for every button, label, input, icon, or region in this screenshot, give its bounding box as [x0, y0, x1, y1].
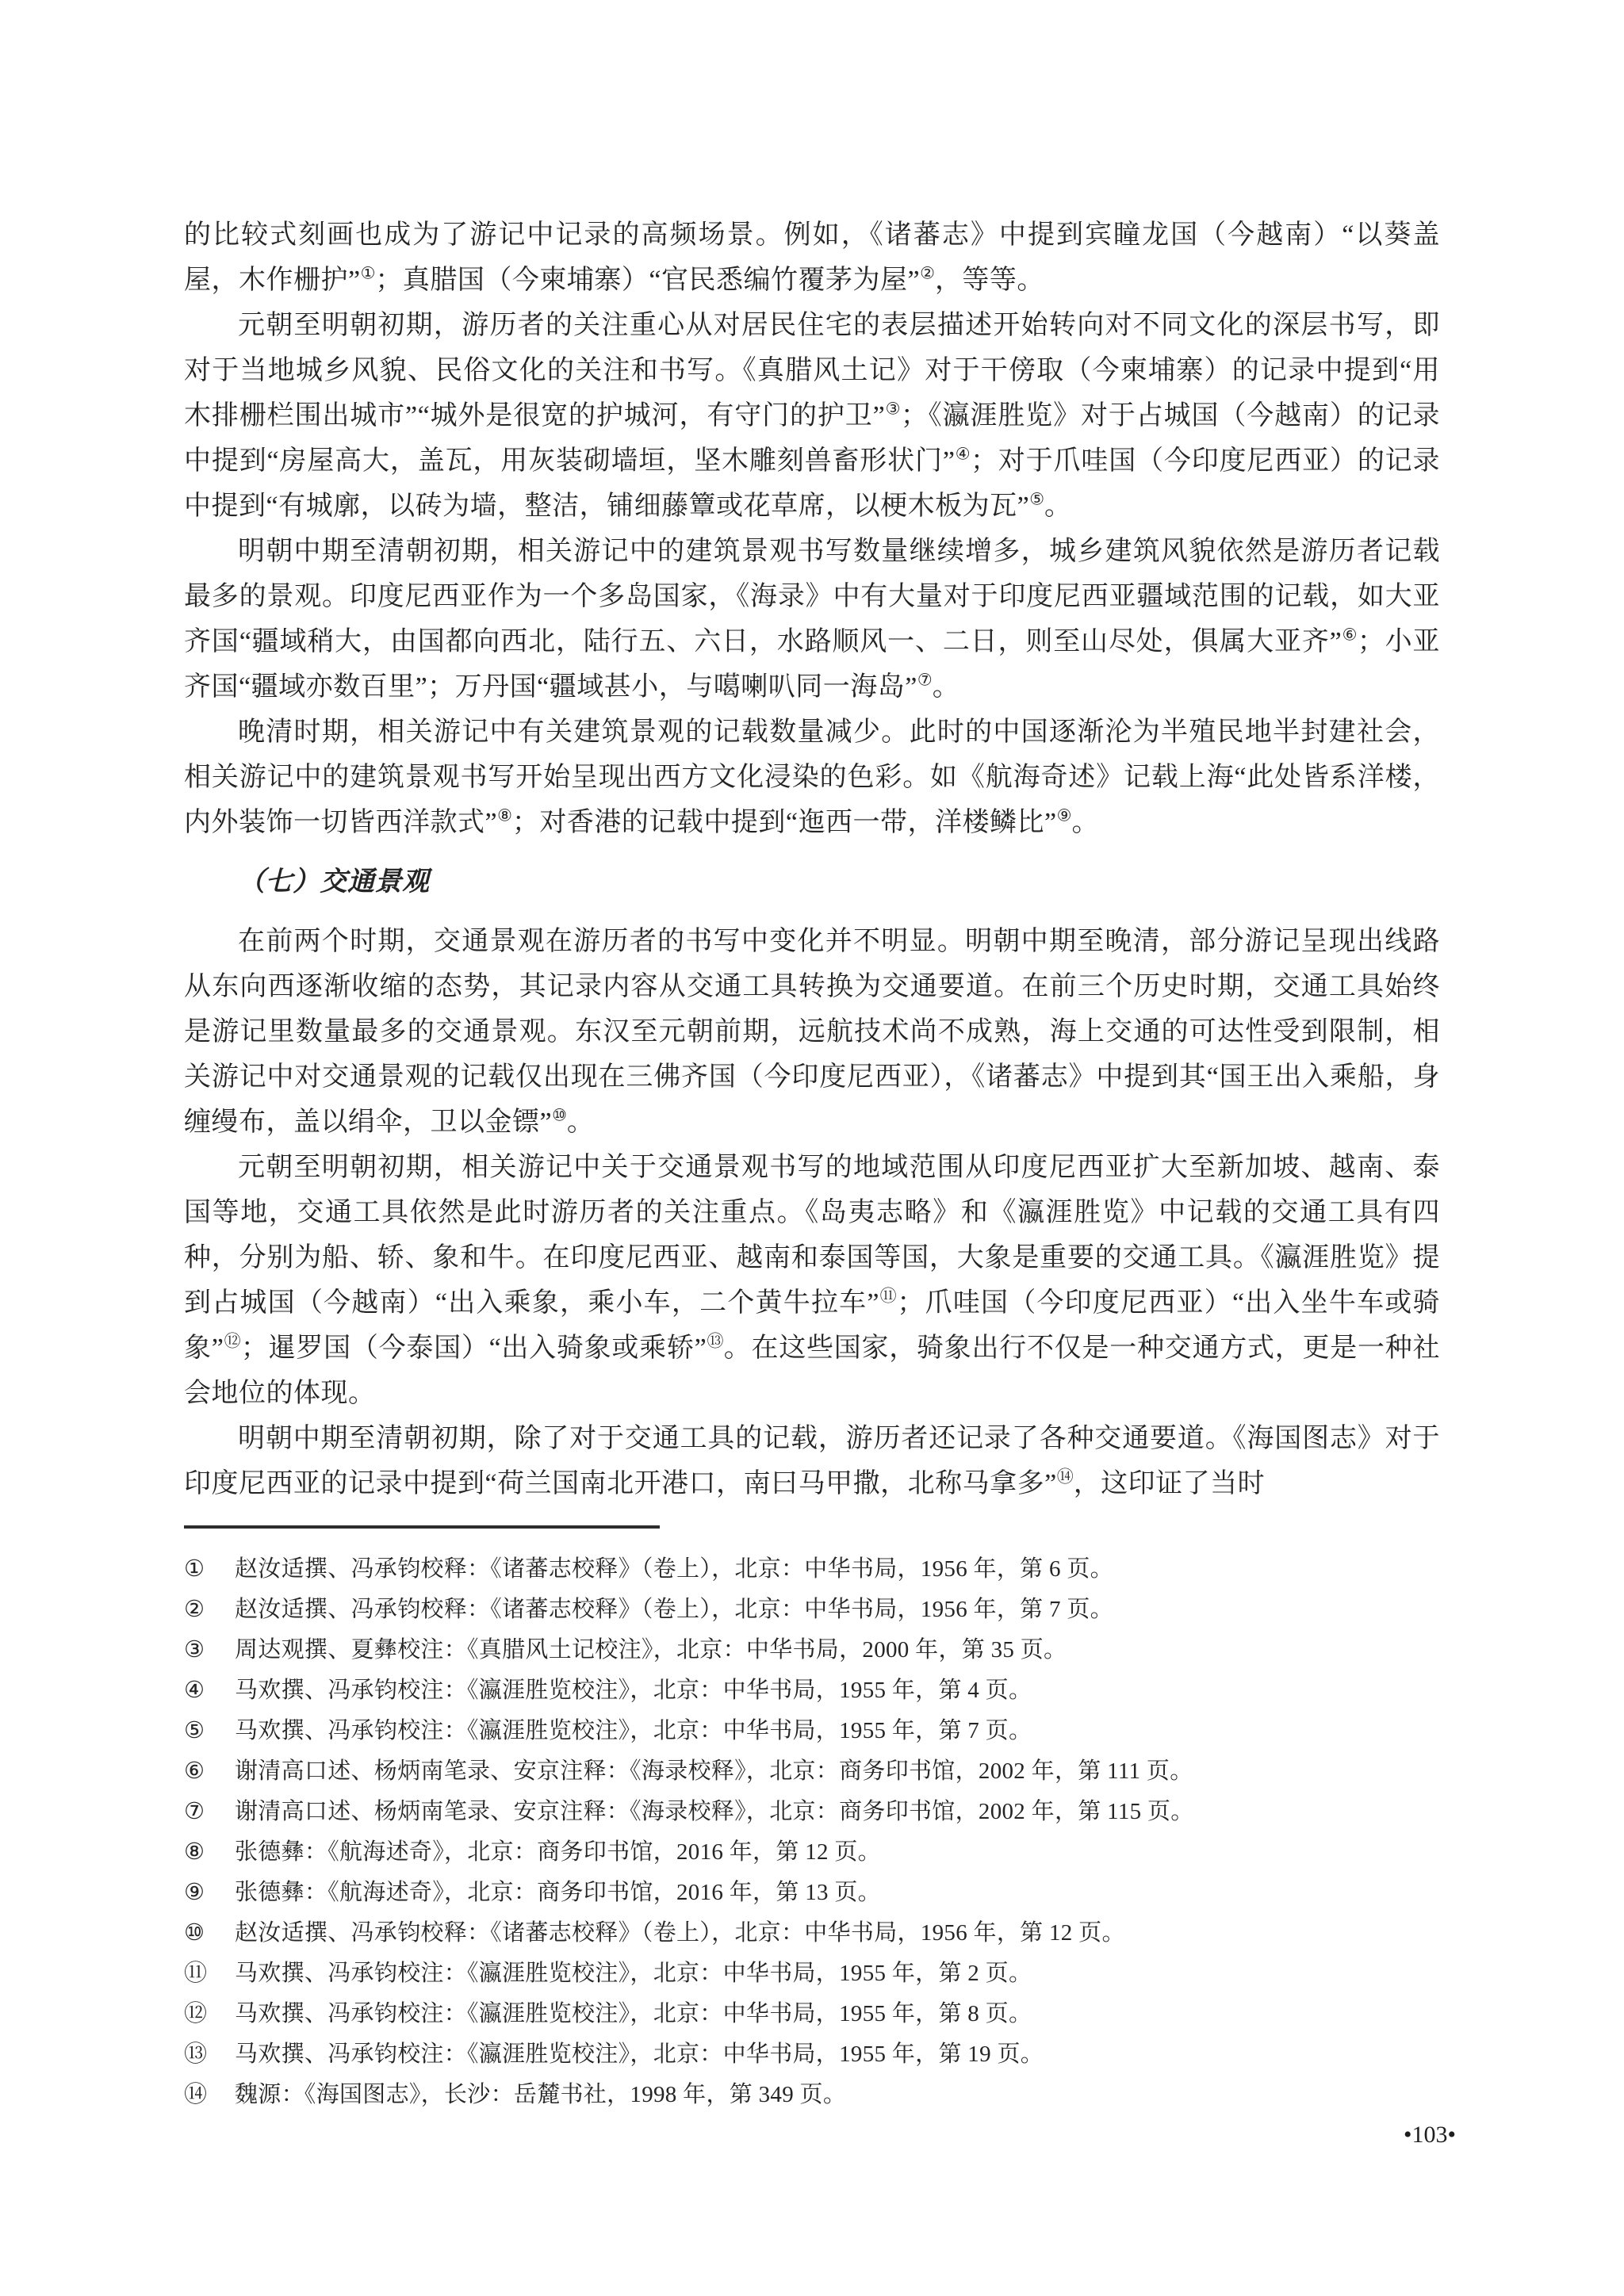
footnote-item	[184, 1873, 1440, 1913]
body-paragraph: 的比较式刻画也成为了游记中记录的高频场景。例如，《诸蕃志》中提到宾瞳龙国（今越南）“以葵盖屋，木作栅护”①；真腊国（今柬埔寨）“官民悉编竹覆茅为屋”②，等等。	[184, 220, 1440, 295]
body-paragraph: 元朝至明朝初期，相关游记中关于交通景观书写的地域范围从印度尼西亚扩大至新加坡、越南、泰国等地，交通工具依然是此时游历者的关注重点。《岛夷志略》和《瀛涯胜览》中记载的交通工具有四种，分别为船、轿、象和牛。在印度尼西亚、越南和泰国等国，大象是重要的交通工具。《瀛涯胜览》提到占城国（今越南）“出入乘象，乘小车，二个黄牛拉车”⑪；爪哇国（今印度尼西亚）“出入坐牛车或骑象”⑫；暹罗国（今泰国）“出入骑象或乘轿”⑬。在这些国家，骑象出行不仅是一种交通方式，更是一种社会地位的体现。	[184, 1153, 1441, 1408]
footnote-item	[184, 1792, 1440, 1832]
footnote-marker: ⑬	[184, 2042, 208, 2067]
footnotes	[184, 1549, 1440, 2115]
footnote-marker: ①	[184, 1556, 205, 1582]
footnote-marker: ⑩	[184, 1920, 205, 1946]
footnote-item	[184, 2075, 1440, 2115]
footnote-item	[184, 1751, 1440, 1792]
footnote-ref: ⑬	[707, 1331, 724, 1351]
footnote-marker: ⑥	[184, 1758, 205, 1784]
footnote-item	[184, 1832, 1440, 1873]
footnote-item	[184, 1670, 1440, 1711]
body-paragraph: 晚清时期，相关游记中有关建筑景观的记载数量减少。此时的中国逐渐沦为半殖民地半封建社会，相关游记中的建筑景观书写开始呈现出西方文化浸染的色彩。如《航海奇述》记载上海“此处皆系洋楼，内外装饰一切皆西洋款式”⑧；对香港的记载中提到“迤西一带，洋楼鳞比”⑨。	[184, 718, 1440, 837]
footnote-marker: ⑫	[184, 2001, 208, 2026]
footnote-ref: ⑭	[1056, 1467, 1074, 1487]
footnote-item	[184, 1913, 1440, 1954]
footnote-ref: ①	[360, 263, 376, 283]
footnote-text: 马欢撰、冯承钧校注：《瀛涯胜览校注》，北京：中华书局，1955 年，第 4 页。	[235, 1678, 1032, 1703]
footnote-marker: ⑨	[184, 1880, 205, 1905]
footnote-text: 魏源：《海国图志》，长沙：岳麓书社，1998 年，第 349 页。	[235, 2082, 847, 2107]
footnote-ref: ⑪	[879, 1286, 898, 1306]
footnote-marker: ④	[184, 1678, 205, 1703]
footnote-text: 赵汝适撰、冯承钧校释：《诸蕃志校释》（卷上），北京：中华书局，1956 年，第 7 页。	[235, 1597, 1113, 1622]
footnote-marker: ⑪	[184, 1961, 208, 1986]
footnote-ref: ④	[955, 444, 971, 464]
page-number: •103•	[1403, 2122, 1456, 2148]
footnote-text: 张德彝：《航海述奇》，北京：商务印书馆，2016 年，第 12 页。	[235, 1839, 881, 1865]
footnote-ref: ②	[920, 263, 935, 283]
footnote-text: 马欢撰、冯承钧校注：《瀛涯胜览校注》，北京：中华书局，1955 年，第 7 页。	[235, 1718, 1032, 1743]
footnote-text: 周达观撰、夏彝校注：《真腊风土记校注》，北京：中华书局，2000 年，第 35 页。	[235, 1637, 1067, 1663]
footnote-marker: ②	[184, 1597, 205, 1622]
article-body	[184, 212, 1440, 1506]
footnote-item	[184, 1711, 1440, 1751]
section-heading: （七）交通景观	[238, 867, 430, 897]
footnote-text: 张德彝：《航海述奇》，北京：商务印书馆，2016 年，第 13 页。	[235, 1880, 881, 1905]
footnote-marker: ⑭	[184, 2082, 208, 2107]
document-page	[184, 212, 1440, 2115]
footnote-marker: ⑧	[184, 1839, 205, 1865]
footnote-ref: ⑨	[1056, 806, 1072, 825]
body-paragraph: 明朝中期至清朝初期，除了对于交通工具的记载，游历者还记录了各种交通要道。《海国图志》对于印度尼西亚的记录中提到“荷兰国南北开港口，南曰马甲撒，北称马拿多”⑭，这印证了当时	[184, 1424, 1440, 1498]
footnote-ref: ⑤	[1029, 489, 1045, 509]
footnote-separator	[184, 1525, 660, 1529]
body-paragraph: 明朝中期至清朝初期，相关游记中的建筑景观书写数量继续增多，城乡建筑风貌依然是游历者记载最多的景观。印度尼西亚作为一个多岛国家，《海录》中有大量对于印度尼西亚疆域范围的记载，如大亚齐国“疆域稍大，由国都向西北，陆行五、六日，水路顺风一、二日，则至山尽处，俱属大亚齐”⑥；小亚齐国“疆域亦数百里”；万丹国“疆域甚小，与噶喇叭同一海岛”⑦。	[184, 537, 1441, 702]
footnote-text: 马欢撰、冯承钧校注：《瀛涯胜览校注》，北京：中华书局，1955 年，第 2 页。	[235, 1961, 1032, 1986]
footnote-item	[184, 1994, 1440, 2034]
footnote-ref: ⑥	[1342, 625, 1358, 645]
body-paragraph: 元朝至明朝初期，游历者的关注重心从对居民住宅的表层描述开始转向对不同文化的深层书写，即对于当地城乡风貌、民俗文化的关注和书写。《真腊风土记》对于干傍取（今柬埔寨）的记录中提到“用木排栅栏围出城市”“城外是很宽的护城河，有守门的护卫”③；《瀛涯胜览》对于占城国（今越南）的记录中提到“房屋高大，盖瓦，用灰装砌墙垣，坚木雕刻兽畜形状门”④；对于爪哇国（今印度尼西亚）的记录中提到“有城廓，以砖为墙，整洁，铺细藤簟或花草席，以梗木板为瓦”⑤。	[184, 311, 1441, 521]
footnote-text: 马欢撰、冯承钧校注：《瀛涯胜览校注》，北京：中华书局，1955 年，第 8 页。	[235, 2001, 1032, 2026]
footnote-item	[184, 2034, 1440, 2075]
footnote-text: 马欢撰、冯承钧校注：《瀛涯胜览校注》，北京：中华书局，1955 年，第 19 页。	[235, 2042, 1044, 2067]
footnote-marker: ⑦	[184, 1799, 205, 1824]
footnote-text: 赵汝适撰、冯承钧校释：《诸蕃志校释》（卷上），北京：中华书局，1956 年，第 6 页。	[235, 1556, 1113, 1582]
footnote-item	[184, 1590, 1440, 1630]
footnote-ref: ⑧	[497, 806, 512, 825]
footnote-ref: ③	[885, 399, 901, 419]
body-paragraph: 在前两个时期，交通景观在游历者的书写中变化并不明显。明朝中期至晚清，部分游记呈现出线路从东向西逐渐收缩的态势，其记录内容从交通工具转换为交通要道。在前三个历史时期，交通工具始终是游记里数量最多的交通景观。东汉至元朝前期，远航技术尚不成熟，海上交通的可达性受到限制，相关游记中对交通景观的记载仅出现在三佛齐国（今印度尼西亚），《诸蕃志》中提到其“国王出入乘船，身缠缦布，盖以绢伞，卫以金镖”⑩。	[184, 927, 1440, 1137]
footnote-text: 谢清高口述、杨炳南笔录、安京注释：《海录校释》，北京：商务印书馆，2002 年，第 115 页。	[235, 1799, 1194, 1824]
footnote-item	[184, 1630, 1440, 1670]
footnote-ref: ⑦	[917, 670, 933, 690]
footnote-item	[184, 1954, 1440, 1994]
footnote-marker: ⑤	[184, 1718, 205, 1743]
footnote-text: 赵汝适撰、冯承钧校释：《诸蕃志校释》（卷上），北京：中华书局，1956 年，第 12 页。	[235, 1920, 1125, 1946]
footnote-marker: ③	[184, 1637, 205, 1663]
footnote-item	[184, 1549, 1440, 1590]
footnote-text: 谢清高口述、杨炳南笔录、安京注释：《海录校释》，北京：商务印书馆，2002 年，第 111 页。	[235, 1758, 1193, 1784]
footnote-ref: ⑫	[224, 1331, 241, 1351]
footnote-ref: ⑩	[552, 1105, 567, 1125]
